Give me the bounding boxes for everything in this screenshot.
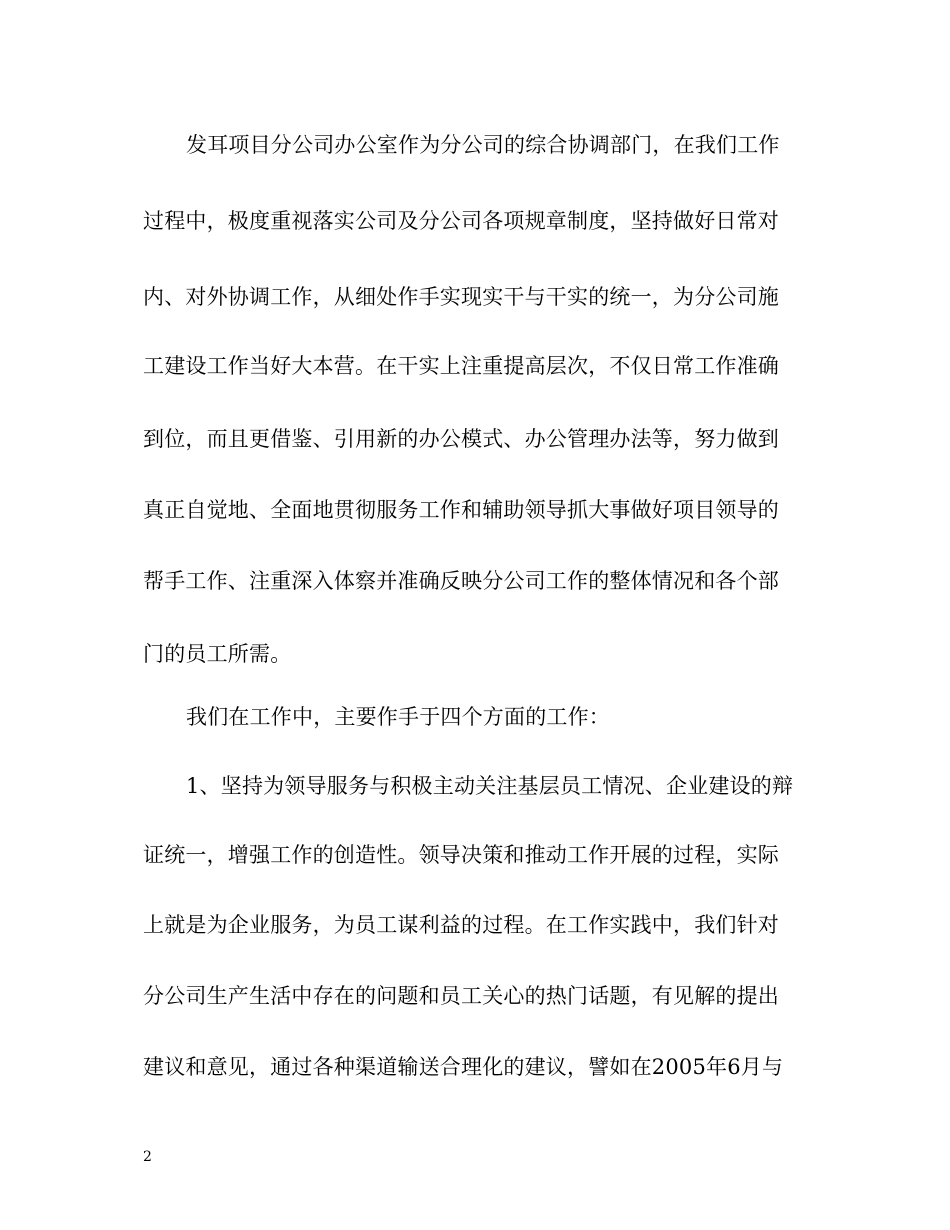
page-number: 2 (143, 1149, 152, 1165)
paragraph-1-line-1: 发耳项目分公司办公室作为分公司的综合协调部门，在我们工作 (186, 133, 780, 157)
paragraph-3-line-4: 分公司生产生活中存在的问题和员工关心的热门话题，有见解的提出 (143, 984, 779, 1008)
paragraph-1-line-2: 过程中，极度重视落实公司及分公司各项规章制度，坚持做好日常对 (143, 209, 779, 233)
paragraph-1-line-8: 门的员工所需。 (143, 642, 292, 666)
paragraph-1-line-4: 工建设工作当好大本营。在干实上注重提高层次，不仅日常工作准确 (143, 354, 779, 378)
paragraph-1-line-6: 真正自觉地、全面地贯彻服务工作和辅助领导抓大事做好项目领导的 (143, 498, 779, 522)
paragraph-3-line-2: 证统一，增强工作的创造性。领导决策和推动工作开展的过程，实际 (143, 843, 779, 867)
paragraph-1-line-7: 帮手工作、注重深入体察并准确反映分公司工作的整体情况和各个部 (143, 569, 779, 593)
paragraph-2-line-1: 我们在工作中，主要作手于四个方面的工作： (186, 705, 610, 729)
paragraph-3-line-3: 上就是为企业服务，为员工谋利益的过程。在工作实践中，我们针对 (143, 913, 779, 937)
paragraph-1-line-3: 内、对外协调工作，从细处作手实现实干与干实的统一，为分公司施 (143, 285, 779, 309)
paragraph-3-line-5: 建议和意见，通过各种渠道输送合理化的建议，譬如在2005年6月与 (143, 1055, 784, 1079)
paragraph-3-line-1: 1、坚持为领导服务与积极主动关注基层员工情况、企业建设的辩 (186, 774, 794, 798)
paragraph-1-line-5: 到位，而且更借鉴、引用新的办公模式、办公管理办法等，努力做到 (143, 427, 779, 451)
